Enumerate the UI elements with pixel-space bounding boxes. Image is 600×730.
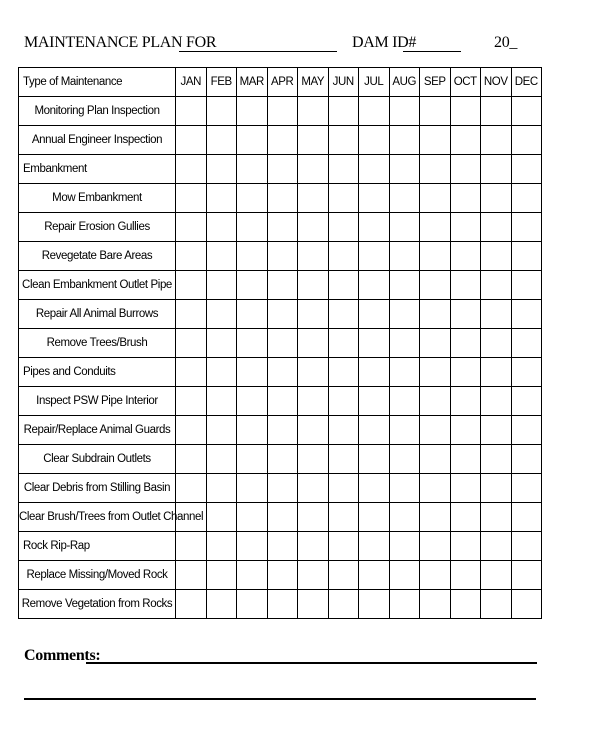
type-of-maintenance-header: Type of Maintenance bbox=[19, 68, 176, 97]
schedule-cell-feb[interactable] bbox=[206, 474, 237, 503]
task-label: Clear Brush/Trees from Outlet Channel bbox=[19, 503, 176, 532]
schedule-cell-aug[interactable] bbox=[389, 329, 420, 358]
schedule-cell-may[interactable] bbox=[298, 126, 329, 155]
schedule-cell-oct[interactable] bbox=[450, 213, 481, 242]
schedule-cell-nov[interactable] bbox=[481, 242, 512, 271]
schedule-cell-apr[interactable] bbox=[267, 503, 298, 532]
month-header-aug: AUG bbox=[389, 68, 420, 97]
table-row bbox=[19, 561, 542, 590]
schedule-cell-aug[interactable] bbox=[389, 561, 420, 590]
schedule-cell-dec[interactable] bbox=[511, 416, 542, 445]
schedule-cell-feb[interactable] bbox=[206, 242, 237, 271]
schedule-cell-mar[interactable] bbox=[237, 213, 268, 242]
schedule-cell-mar[interactable] bbox=[237, 590, 268, 619]
schedule-cell-mar[interactable] bbox=[237, 329, 268, 358]
schedule-cell-oct[interactable] bbox=[450, 329, 481, 358]
schedule-cell-mar[interactable] bbox=[237, 242, 268, 271]
schedule-cell-nov[interactable] bbox=[481, 358, 512, 387]
table-row bbox=[19, 416, 542, 445]
schedule-cell-oct[interactable] bbox=[450, 97, 481, 126]
schedule-cell-aug[interactable] bbox=[389, 97, 420, 126]
schedule-cell-sep[interactable] bbox=[420, 445, 451, 474]
schedule-cell-nov[interactable] bbox=[481, 213, 512, 242]
schedule-cell-apr[interactable] bbox=[267, 97, 298, 126]
schedule-cell-nov[interactable] bbox=[481, 532, 512, 561]
schedule-cell-aug[interactable] bbox=[389, 590, 420, 619]
schedule-cell-mar[interactable] bbox=[237, 126, 268, 155]
schedule-cell-oct[interactable] bbox=[450, 387, 481, 416]
schedule-cell-sep[interactable] bbox=[420, 590, 451, 619]
schedule-cell-sep[interactable] bbox=[420, 300, 451, 329]
schedule-cell-apr[interactable] bbox=[267, 387, 298, 416]
schedule-cell-mar[interactable] bbox=[237, 155, 268, 184]
table-row bbox=[19, 329, 542, 358]
schedule-cell-nov[interactable] bbox=[481, 590, 512, 619]
schedule-cell-aug[interactable] bbox=[389, 474, 420, 503]
month-header-oct: OCT bbox=[450, 68, 481, 97]
schedule-cell-sep[interactable] bbox=[420, 184, 451, 213]
schedule-cell-jan[interactable] bbox=[176, 155, 207, 184]
schedule-cell-jun[interactable] bbox=[328, 300, 359, 329]
section-label: Rock Rip-Rap bbox=[19, 532, 176, 561]
schedule-cell-oct[interactable] bbox=[450, 242, 481, 271]
schedule-cell-jan[interactable] bbox=[176, 590, 207, 619]
table-row bbox=[19, 155, 542, 184]
task-label: Annual Engineer Inspection bbox=[19, 126, 176, 155]
schedule-cell-dec[interactable] bbox=[511, 213, 542, 242]
schedule-cell-aug[interactable] bbox=[389, 387, 420, 416]
schedule-cell-feb[interactable] bbox=[206, 445, 237, 474]
schedule-cell-dec[interactable] bbox=[511, 300, 542, 329]
schedule-cell-jul[interactable] bbox=[359, 445, 390, 474]
schedule-cell-sep[interactable] bbox=[420, 329, 451, 358]
schedule-cell-jul[interactable] bbox=[359, 387, 390, 416]
schedule-cell-aug[interactable] bbox=[389, 358, 420, 387]
schedule-cell-jun[interactable] bbox=[328, 97, 359, 126]
schedule-cell-mar[interactable] bbox=[237, 445, 268, 474]
schedule-cell-jun[interactable] bbox=[328, 561, 359, 590]
table-row bbox=[19, 271, 542, 300]
schedule-cell-apr[interactable] bbox=[267, 329, 298, 358]
schedule-cell-apr[interactable] bbox=[267, 445, 298, 474]
schedule-cell-oct[interactable] bbox=[450, 445, 481, 474]
month-header-mar: MAR bbox=[237, 68, 268, 97]
schedule-cell-aug[interactable] bbox=[389, 445, 420, 474]
schedule-cell-jun[interactable] bbox=[328, 445, 359, 474]
task-label: Repair/Replace Animal Guards bbox=[19, 416, 176, 445]
schedule-cell-jun[interactable] bbox=[328, 155, 359, 184]
schedule-cell-apr[interactable] bbox=[267, 155, 298, 184]
schedule-cell-feb[interactable] bbox=[206, 329, 237, 358]
schedule-cell-may[interactable] bbox=[298, 387, 329, 416]
schedule-cell-feb[interactable] bbox=[206, 416, 237, 445]
schedule-cell-aug[interactable] bbox=[389, 532, 420, 561]
plan-for-blank-line[interactable] bbox=[179, 51, 337, 52]
schedule-cell-oct[interactable] bbox=[450, 184, 481, 213]
schedule-cell-oct[interactable] bbox=[450, 358, 481, 387]
schedule-cell-feb[interactable] bbox=[206, 213, 237, 242]
dam-id-label: DAM ID# bbox=[352, 34, 417, 51]
schedule-cell-apr[interactable] bbox=[267, 532, 298, 561]
schedule-cell-oct[interactable] bbox=[450, 503, 481, 532]
schedule-cell-nov[interactable] bbox=[481, 126, 512, 155]
schedule-cell-dec[interactable] bbox=[511, 503, 542, 532]
schedule-cell-jan[interactable] bbox=[176, 474, 207, 503]
schedule-cell-feb[interactable] bbox=[206, 155, 237, 184]
schedule-cell-nov[interactable] bbox=[481, 184, 512, 213]
table-row bbox=[19, 242, 542, 271]
schedule-cell-jan[interactable] bbox=[176, 329, 207, 358]
task-label: Mow Embankment bbox=[19, 184, 176, 213]
schedule-cell-sep[interactable] bbox=[420, 97, 451, 126]
schedule-cell-nov[interactable] bbox=[481, 416, 512, 445]
schedule-cell-nov[interactable] bbox=[481, 155, 512, 184]
schedule-cell-jul[interactable] bbox=[359, 184, 390, 213]
month-header-jun: JUN bbox=[328, 68, 359, 97]
schedule-cell-nov[interactable] bbox=[481, 329, 512, 358]
schedule-cell-feb[interactable] bbox=[206, 590, 237, 619]
schedule-cell-jan[interactable] bbox=[176, 271, 207, 300]
table-row bbox=[19, 387, 542, 416]
schedule-cell-aug[interactable] bbox=[389, 271, 420, 300]
schedule-cell-jul[interactable] bbox=[359, 590, 390, 619]
schedule-cell-mar[interactable] bbox=[237, 184, 268, 213]
table-row bbox=[19, 184, 542, 213]
schedule-cell-jan[interactable] bbox=[176, 416, 207, 445]
schedule-cell-oct[interactable] bbox=[450, 474, 481, 503]
schedule-cell-jul[interactable] bbox=[359, 242, 390, 271]
schedule-cell-sep[interactable] bbox=[420, 416, 451, 445]
dam-id-blank-line[interactable] bbox=[403, 51, 461, 52]
schedule-cell-dec[interactable] bbox=[511, 387, 542, 416]
schedule-cell-aug[interactable] bbox=[389, 126, 420, 155]
schedule-cell-may[interactable] bbox=[298, 503, 329, 532]
schedule-cell-mar[interactable] bbox=[237, 97, 268, 126]
schedule-cell-feb[interactable] bbox=[206, 126, 237, 155]
schedule-cell-apr[interactable] bbox=[267, 300, 298, 329]
section-label: Pipes and Conduits bbox=[19, 358, 176, 387]
schedule-cell-jul[interactable] bbox=[359, 474, 390, 503]
schedule-cell-jul[interactable] bbox=[359, 416, 390, 445]
schedule-cell-jun[interactable] bbox=[328, 503, 359, 532]
table-row bbox=[19, 474, 542, 503]
table-row bbox=[19, 213, 542, 242]
schedule-cell-aug[interactable] bbox=[389, 213, 420, 242]
schedule-cell-sep[interactable] bbox=[420, 242, 451, 271]
schedule-cell-feb[interactable] bbox=[206, 503, 237, 532]
schedule-cell-mar[interactable] bbox=[237, 387, 268, 416]
schedule-cell-apr[interactable] bbox=[267, 271, 298, 300]
schedule-cell-dec[interactable] bbox=[511, 474, 542, 503]
schedule-cell-jan[interactable] bbox=[176, 387, 207, 416]
schedule-cell-feb[interactable] bbox=[206, 358, 237, 387]
schedule-cell-oct[interactable] bbox=[450, 300, 481, 329]
schedule-cell-dec[interactable] bbox=[511, 126, 542, 155]
schedule-cell-jun[interactable] bbox=[328, 590, 359, 619]
schedule-cell-nov[interactable] bbox=[481, 387, 512, 416]
schedule-cell-may[interactable] bbox=[298, 184, 329, 213]
schedule-cell-dec[interactable] bbox=[511, 97, 542, 126]
month-header-jul: JUL bbox=[359, 68, 390, 97]
month-header-dec: DEC bbox=[511, 68, 542, 97]
task-label: Repair Erosion Gullies bbox=[19, 213, 176, 242]
task-label: Replace Missing/Moved Rock bbox=[19, 561, 176, 590]
schedule-cell-sep[interactable] bbox=[420, 474, 451, 503]
schedule-cell-sep[interactable] bbox=[420, 503, 451, 532]
table-row bbox=[19, 590, 542, 619]
schedule-cell-aug[interactable] bbox=[389, 416, 420, 445]
schedule-cell-jul[interactable] bbox=[359, 300, 390, 329]
schedule-cell-jun[interactable] bbox=[328, 242, 359, 271]
schedule-cell-oct[interactable] bbox=[450, 416, 481, 445]
schedule-cell-sep[interactable] bbox=[420, 532, 451, 561]
schedule-cell-mar[interactable] bbox=[237, 416, 268, 445]
schedule-cell-dec[interactable] bbox=[511, 532, 542, 561]
schedule-cell-jun[interactable] bbox=[328, 532, 359, 561]
schedule-cell-jan[interactable] bbox=[176, 300, 207, 329]
schedule-cell-jul[interactable] bbox=[359, 213, 390, 242]
schedule-cell-oct[interactable] bbox=[450, 155, 481, 184]
schedule-cell-may[interactable] bbox=[298, 329, 329, 358]
schedule-cell-may[interactable] bbox=[298, 474, 329, 503]
maintenance-plan-title: MAINTENANCE PLAN FOR bbox=[24, 34, 217, 51]
task-label: Remove Trees/Brush bbox=[19, 329, 176, 358]
schedule-cell-jul[interactable] bbox=[359, 532, 390, 561]
schedule-cell-nov[interactable] bbox=[481, 300, 512, 329]
schedule-cell-oct[interactable] bbox=[450, 271, 481, 300]
schedule-cell-aug[interactable] bbox=[389, 503, 420, 532]
schedule-cell-dec[interactable] bbox=[511, 184, 542, 213]
schedule-cell-feb[interactable] bbox=[206, 561, 237, 590]
schedule-cell-jan[interactable] bbox=[176, 126, 207, 155]
maintenance-schedule-table bbox=[18, 67, 542, 619]
schedule-cell-may[interactable] bbox=[298, 358, 329, 387]
schedule-cell-aug[interactable] bbox=[389, 184, 420, 213]
schedule-cell-may[interactable] bbox=[298, 271, 329, 300]
schedule-cell-nov[interactable] bbox=[481, 271, 512, 300]
task-label: Inspect PSW Pipe Interior bbox=[19, 387, 176, 416]
schedule-cell-jul[interactable] bbox=[359, 155, 390, 184]
schedule-cell-apr[interactable] bbox=[267, 416, 298, 445]
schedule-cell-oct[interactable] bbox=[450, 561, 481, 590]
schedule-cell-nov[interactable] bbox=[481, 445, 512, 474]
schedule-cell-jun[interactable] bbox=[328, 184, 359, 213]
schedule-cell-mar[interactable] bbox=[237, 503, 268, 532]
schedule-cell-aug[interactable] bbox=[389, 155, 420, 184]
schedule-cell-mar[interactable] bbox=[237, 271, 268, 300]
schedule-cell-jun[interactable] bbox=[328, 358, 359, 387]
schedule-cell-jun[interactable] bbox=[328, 387, 359, 416]
schedule-cell-jan[interactable] bbox=[176, 445, 207, 474]
schedule-cell-oct[interactable] bbox=[450, 590, 481, 619]
schedule-cell-feb[interactable] bbox=[206, 300, 237, 329]
table-row bbox=[19, 300, 542, 329]
task-label: Clear Subdrain Outlets bbox=[19, 445, 176, 474]
schedule-cell-jun[interactable] bbox=[328, 329, 359, 358]
month-header-apr: APR bbox=[267, 68, 298, 97]
schedule-cell-apr[interactable] bbox=[267, 590, 298, 619]
month-header-feb: FEB bbox=[206, 68, 237, 97]
schedule-cell-dec[interactable] bbox=[511, 445, 542, 474]
task-label: Revegetate Bare Areas bbox=[19, 242, 176, 271]
schedule-cell-oct[interactable] bbox=[450, 126, 481, 155]
schedule-cell-jan[interactable] bbox=[176, 532, 207, 561]
schedule-cell-feb[interactable] bbox=[206, 184, 237, 213]
table-row bbox=[19, 445, 542, 474]
schedule-cell-may[interactable] bbox=[298, 242, 329, 271]
form-header bbox=[24, 34, 524, 56]
task-label: Repair All Animal Burrows bbox=[19, 300, 176, 329]
task-label: Clear Debris from Stilling Basin bbox=[19, 474, 176, 503]
schedule-cell-sep[interactable] bbox=[420, 358, 451, 387]
schedule-cell-may[interactable] bbox=[298, 416, 329, 445]
schedule-cell-nov[interactable] bbox=[481, 503, 512, 532]
schedule-cell-mar[interactable] bbox=[237, 300, 268, 329]
schedule-cell-dec[interactable] bbox=[511, 561, 542, 590]
schedule-cell-jan[interactable] bbox=[176, 184, 207, 213]
schedule-cell-apr[interactable] bbox=[267, 474, 298, 503]
schedule-cell-jul[interactable] bbox=[359, 503, 390, 532]
schedule-cell-dec[interactable] bbox=[511, 155, 542, 184]
schedule-cell-dec[interactable] bbox=[511, 358, 542, 387]
schedule-cell-feb[interactable] bbox=[206, 271, 237, 300]
schedule-cell-nov[interactable] bbox=[481, 474, 512, 503]
schedule-cell-dec[interactable] bbox=[511, 242, 542, 271]
table-row bbox=[19, 126, 542, 155]
schedule-cell-feb[interactable] bbox=[206, 387, 237, 416]
schedule-cell-jul[interactable] bbox=[359, 358, 390, 387]
schedule-cell-nov[interactable] bbox=[481, 561, 512, 590]
schedule-cell-feb[interactable] bbox=[206, 97, 237, 126]
schedule-cell-aug[interactable] bbox=[389, 300, 420, 329]
schedule-cell-apr[interactable] bbox=[267, 184, 298, 213]
schedule-cell-feb[interactable] bbox=[206, 532, 237, 561]
schedule-cell-aug[interactable] bbox=[389, 242, 420, 271]
schedule-cell-jul[interactable] bbox=[359, 126, 390, 155]
schedule-cell-mar[interactable] bbox=[237, 561, 268, 590]
schedule-cell-apr[interactable] bbox=[267, 358, 298, 387]
schedule-cell-oct[interactable] bbox=[450, 532, 481, 561]
task-label: Clean Embankment Outlet Pipe bbox=[19, 271, 176, 300]
schedule-cell-mar[interactable] bbox=[237, 474, 268, 503]
task-label: Remove Vegetation from Rocks bbox=[19, 590, 176, 619]
schedule-cell-may[interactable] bbox=[298, 97, 329, 126]
comments-line-1[interactable] bbox=[86, 662, 537, 664]
schedule-cell-may[interactable] bbox=[298, 213, 329, 242]
schedule-cell-sep[interactable] bbox=[420, 126, 451, 155]
schedule-cell-may[interactable] bbox=[298, 300, 329, 329]
table-row bbox=[19, 532, 542, 561]
schedule-cell-dec[interactable] bbox=[511, 271, 542, 300]
task-label: Monitoring Plan Inspection bbox=[19, 97, 176, 126]
schedule-cell-jan[interactable] bbox=[176, 358, 207, 387]
schedule-cell-sep[interactable] bbox=[420, 271, 451, 300]
month-header-sep: SEP bbox=[420, 68, 451, 97]
schedule-cell-sep[interactable] bbox=[420, 561, 451, 590]
schedule-cell-jun[interactable] bbox=[328, 416, 359, 445]
schedule-cell-may[interactable] bbox=[298, 155, 329, 184]
schedule-cell-dec[interactable] bbox=[511, 590, 542, 619]
schedule-cell-jan[interactable] bbox=[176, 561, 207, 590]
schedule-cell-jan[interactable] bbox=[176, 213, 207, 242]
schedule-cell-jul[interactable] bbox=[359, 97, 390, 126]
schedule-cell-mar[interactable] bbox=[237, 358, 268, 387]
schedule-cell-nov[interactable] bbox=[481, 97, 512, 126]
schedule-cell-jun[interactable] bbox=[328, 213, 359, 242]
schedule-cell-apr[interactable] bbox=[267, 213, 298, 242]
schedule-cell-sep[interactable] bbox=[420, 155, 451, 184]
schedule-cell-sep[interactable] bbox=[420, 213, 451, 242]
schedule-cell-jan[interactable] bbox=[176, 242, 207, 271]
schedule-cell-sep[interactable] bbox=[420, 387, 451, 416]
schedule-cell-apr[interactable] bbox=[267, 126, 298, 155]
schedule-cell-apr[interactable] bbox=[267, 242, 298, 271]
comments-line-2[interactable] bbox=[24, 698, 536, 700]
year-label: 20_ bbox=[494, 34, 518, 51]
schedule-cell-jul[interactable] bbox=[359, 271, 390, 300]
schedule-cell-may[interactable] bbox=[298, 532, 329, 561]
section-label: Embankment bbox=[19, 155, 176, 184]
schedule-cell-jun[interactable] bbox=[328, 271, 359, 300]
schedule-cell-may[interactable] bbox=[298, 561, 329, 590]
schedule-cell-jun[interactable] bbox=[328, 474, 359, 503]
table-row bbox=[19, 97, 542, 126]
schedule-cell-jul[interactable] bbox=[359, 561, 390, 590]
month-header-may: MAY bbox=[298, 68, 329, 97]
schedule-cell-jun[interactable] bbox=[328, 126, 359, 155]
schedule-cell-may[interactable] bbox=[298, 590, 329, 619]
month-header-nov: NOV bbox=[481, 68, 512, 97]
schedule-cell-apr[interactable] bbox=[267, 561, 298, 590]
table-row bbox=[19, 358, 542, 387]
schedule-cell-jul[interactable] bbox=[359, 329, 390, 358]
table-row bbox=[19, 503, 542, 532]
schedule-cell-may[interactable] bbox=[298, 445, 329, 474]
month-header-jan: JAN bbox=[176, 68, 207, 97]
table-header-row bbox=[19, 68, 542, 97]
schedule-cell-mar[interactable] bbox=[237, 532, 268, 561]
schedule-cell-jan[interactable] bbox=[176, 97, 207, 126]
schedule-cell-dec[interactable] bbox=[511, 329, 542, 358]
comments-label: Comments: bbox=[24, 647, 101, 664]
